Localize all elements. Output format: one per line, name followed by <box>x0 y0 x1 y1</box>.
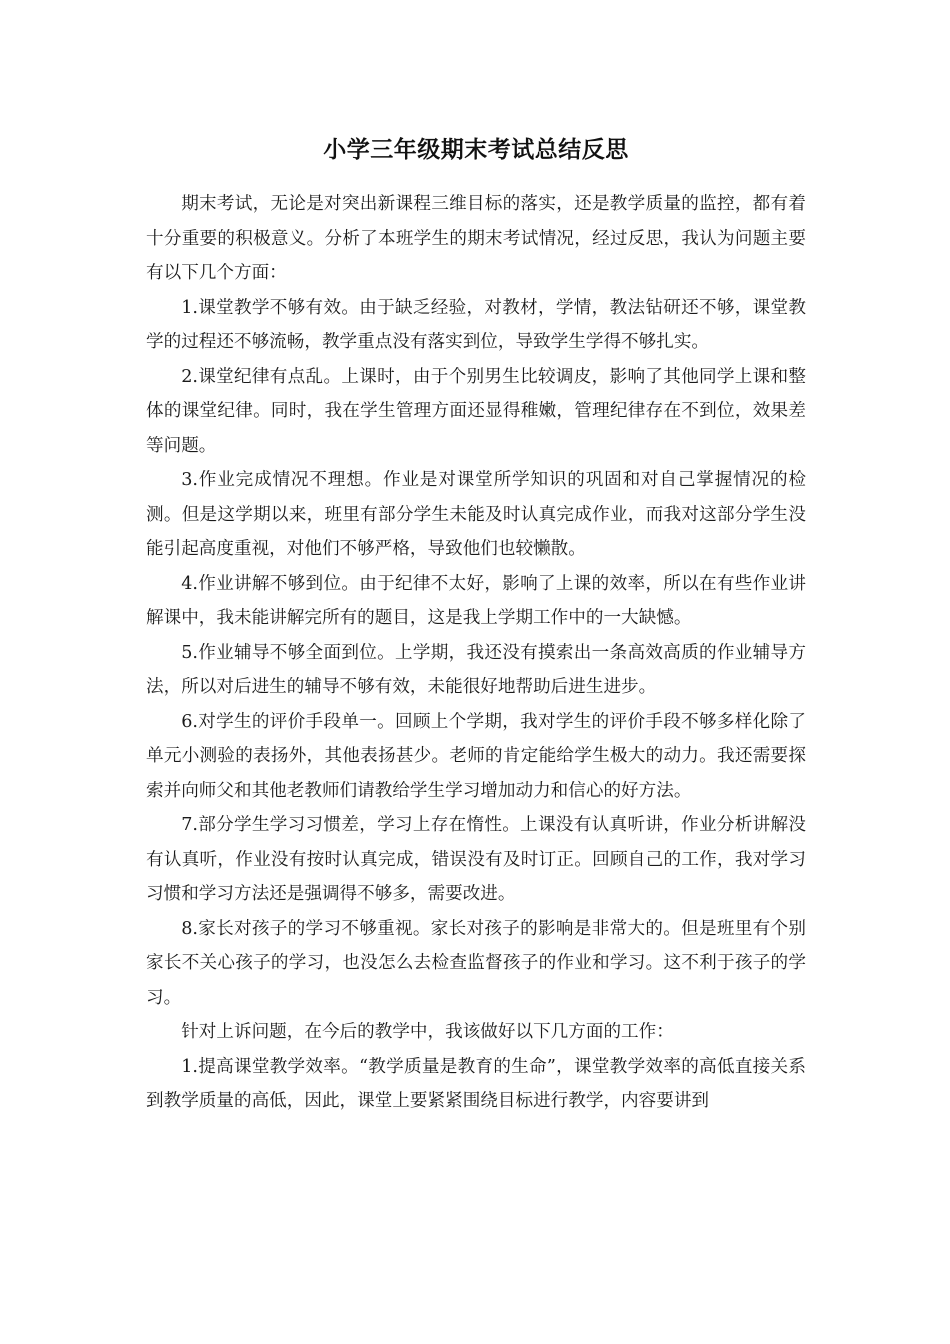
paragraph-problem-7: 7.部分学生学习习惯差，学习上存在惰性。上课没有认真听讲，作业分析讲解没有认真听，作业没有按时认真完成，错误没有及时订正。回顾自己的工作，我对学习习惯和学习方法还是强调得不够多，需要改进。 <box>146 815 806 904</box>
paragraph-problem-2: 2.课堂纪律有点乱。上课时，由于个别男生比较调皮，影响了其他同学上课和整体的课堂纪律。同时，我在学生管理方面还显得稚嫩，管理纪律存在不到位，效果差等问题。 <box>146 366 806 456</box>
paragraph-problem-4: 4.作业讲解不够到位。由于纪律不太好，影响了上课的效率，所以在有些作业讲解课中，我未能讲解完所有的题目，这是我上学期工作中的一大缺憾。 <box>146 573 806 628</box>
paragraph-problem-3: 3.作业完成情况不理想。作业是对课堂所学知识的巩固和对自己掌握情况的检测。但是这学期以来，班里有部分学生未能及时认真完成作业，而我对这部分学生没能引起高度重视，对他们不够严格，导致他们也较懒散。 <box>146 470 806 559</box>
paragraph-problem-1: 1.课堂教学不够有效。由于缺乏经验，对教材，学情，教法钻研还不够，课堂教学的过程还不够流畅，教学重点没有落实到位，导致学生学得不够扎实。 <box>146 297 806 352</box>
paragraph-problem-8: 8.家长对孩子的学习不够重视。家长对孩子的影响是非常大的。但是班里有个别家长不关心孩子的学习，也没怎么去检查监督孩子的作业和学习。这不利于孩子的学习。 <box>146 918 806 1008</box>
document-body <box>146 127 806 1119</box>
paragraph-intro: 期末考试，无论是对突出新课程三维目标的落实，还是教学质量的监控，都有着十分重要的积极意义。分析了本班学生的期末考试情况，经过反思，我认为问题主要有以下几个方面： <box>146 194 806 283</box>
paragraph-solution-1: 1.提高课堂教学效率。“教学质量是教育的生命”，课堂教学效率的高低直接关系到教学质量的高低，因此，课堂上要紧紧围绕目标进行教学，内容要讲到 <box>146 1056 806 1111</box>
document-title: 小学三年级期末考试总结反思 <box>323 136 629 163</box>
paragraph-problem-5: 5.作业辅导不够全面到位。上学期，我还没有摸索出一条高效高质的作业辅导方法，所以对后进生的辅导不够有效，未能很好地帮助后进生进步。 <box>146 642 806 697</box>
paragraph-problem-6: 6.对学生的评价手段单一。回顾上个学期，我对学生的评价手段不够多样化除了单元小测验的表扬外，其他表扬甚少。老师的肯定能给学生极大的动力。我还需要探索并向师父和其他老教师们请教给学生学习增加动力和信心的好方法。 <box>146 711 806 801</box>
paragraph-solutions-intro: 针对上诉问题，在今后的教学中，我该做好以下几方面的工作： <box>181 1022 674 1042</box>
